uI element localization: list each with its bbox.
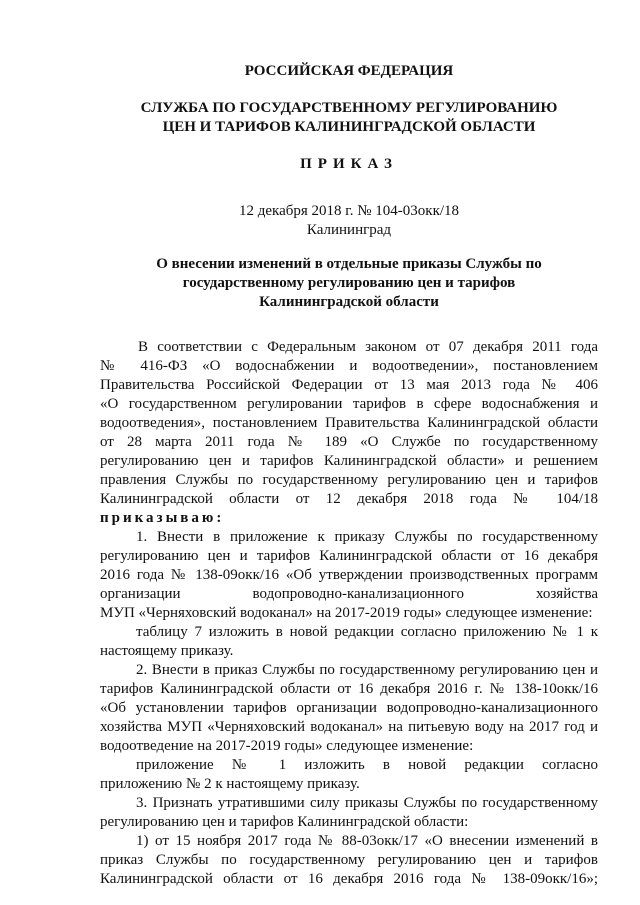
item-1-line-2: регулированию цен и тарифов Калининградской области от 16 декабря bbox=[100, 548, 598, 564]
body-line-5: водоотведения», постановлением Правительства Калининградской области bbox=[100, 415, 598, 431]
body-line-6: от 28 марта 2011 года № 189 «О Службе по государственному bbox=[100, 434, 598, 450]
body-line-2: № 416-ФЗ «О водоснабжении и водоотведении», постановлением bbox=[100, 358, 598, 374]
body-line-8: правления Службы по государственному регулированию цен и тарифов bbox=[100, 472, 598, 488]
title-line-1: О внесении изменений в отдельные приказы Службы по bbox=[156, 256, 542, 272]
item-1-line-5: МУП «Черняховский водоканал» на 2017-2019 годы» следующее изменение: bbox=[100, 605, 593, 621]
item-3-sub-1-line-3: Калининградской области от 16 декабря 2016 года № 138-09окк/16»; bbox=[100, 871, 598, 887]
date-and-number: 12 декабря 2018 г. № 104-03окк/18 bbox=[238, 203, 460, 219]
item-3-line-2: регулированию цен и тарифов Калининградской области: bbox=[100, 814, 469, 830]
title-line-2: государственному регулированию цен и тарифов bbox=[182, 275, 516, 291]
item-2-line-4: хозяйства МУП «Черняховский водоканал» на питьевую воду на 2017 год и bbox=[100, 719, 598, 735]
document-type-heading: ПРИКАЗ bbox=[300, 156, 398, 172]
item-1-line-4: организации водопроводно-канализационного хозяйства bbox=[100, 586, 598, 602]
title-line-3: Калининградской области bbox=[259, 294, 439, 310]
city-name: Калининград bbox=[306, 222, 392, 238]
body-line-4: «О государственном регулировании тарифов в сфере водоснабжения и bbox=[100, 396, 598, 412]
order-keyword: приказываю: bbox=[100, 510, 225, 526]
item-1-change-line-1: таблицу 7 изложить в новой редакции согласно приложению № 1 к bbox=[136, 624, 598, 640]
item-2-line-5: водоотведение на 2017-2019 годы» следующее изменение: bbox=[100, 738, 474, 754]
body-line-9: Калининградской области от 12 декабря 2018 года № 104/18 bbox=[100, 491, 598, 507]
body-line-3: Правительства Российской Федерации от 13 мая 2013 года № 406 bbox=[100, 377, 598, 393]
item-3-sub-1-line-1: 1) от 15 ноября 2017 года № 88-03окк/17 «О внесении изменений в bbox=[136, 833, 598, 849]
item-2-line-2: тарифов Калининградской области от 16 декабря 2016 г. № 138-10окк/16 bbox=[100, 681, 598, 697]
item-1-line-1: 1. Внести в приложение к приказу Службы по государственному bbox=[136, 529, 598, 545]
country-heading: РОССИЙСКАЯ ФЕДЕРАЦИЯ bbox=[244, 63, 454, 79]
item-3-line-1: 3. Признать утратившими силу приказы Службы по государственному bbox=[136, 795, 598, 811]
item-1-change-line-2: настоящему приказу. bbox=[100, 643, 234, 659]
item-2-line-1: 2. Внести в приказ Службы по государственному регулированию цен и bbox=[136, 662, 598, 678]
body-line-7: регулированию цен и тарифов Калининградской области» и решением bbox=[100, 453, 598, 469]
item-2-change-line-2: приложению № 2 к настоящему приказу. bbox=[100, 776, 360, 792]
item-3-sub-1-line-2: приказ Службы по государственному регулированию цен и тарифов bbox=[100, 852, 598, 868]
item-2-line-3: «Об установлении тарифов организации водопроводно-канализационного bbox=[100, 700, 598, 716]
agency-heading-line-2: ЦЕН И ТАРИФОВ КАЛИНИНГРАДСКОЙ ОБЛАСТИ bbox=[162, 119, 536, 135]
agency-heading-line-1: СЛУЖБА ПО ГОСУДАРСТВЕННОМУ РЕГУЛИРОВАНИЮ bbox=[140, 100, 558, 116]
item-1-line-3: 2016 года № 138-09окк/16 «Об утверждении производственных программ bbox=[100, 567, 598, 583]
item-2-change-line-1: приложение № 1 изложить в новой редакции согласно bbox=[136, 757, 598, 773]
body-line-1: В соответствии с Федеральным законом от 07 декабря 2011 года bbox=[138, 339, 598, 355]
